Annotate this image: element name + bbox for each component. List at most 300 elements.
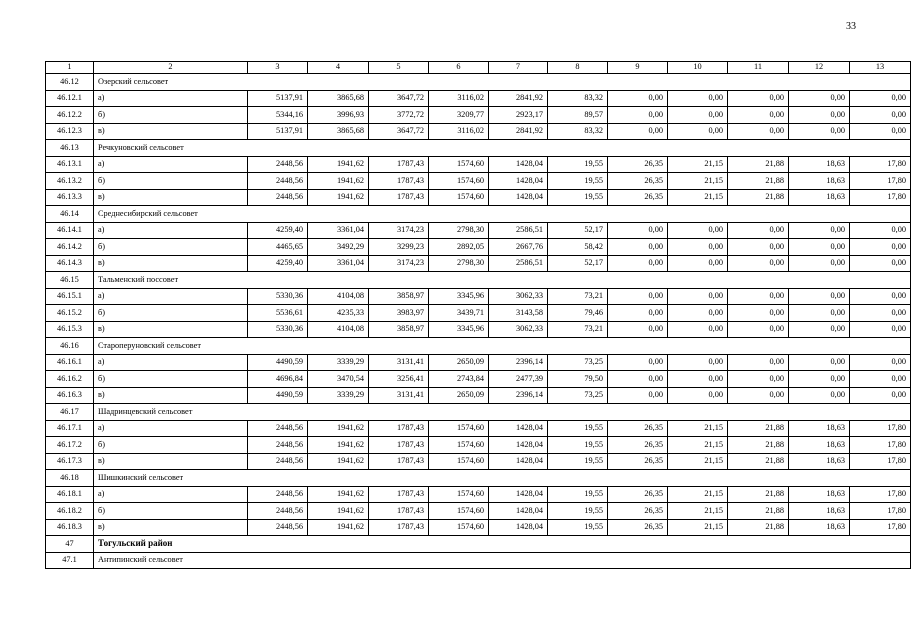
section-name: Староперуновский сельсовет [94,338,911,355]
value-cell: 21,88 [728,420,789,437]
section-name: Озерский сельсовет [94,74,911,91]
column-number: 12 [789,62,850,74]
value-cell: 3470,54 [308,371,369,388]
section-row [46,140,911,157]
row-code: 46.18.1 [46,486,94,503]
value-cell: 0,00 [608,107,668,124]
value-cell: 2448,56 [248,437,308,454]
value-cell: 1787,43 [369,420,429,437]
value-cell: 0,00 [850,321,911,338]
value-cell: 89,57 [548,107,608,124]
value-cell: 21,88 [728,156,789,173]
table-body [46,62,911,569]
value-cell: 0,00 [728,288,789,305]
value-cell: 2448,56 [248,189,308,206]
table-row [46,453,911,470]
value-cell: 0,00 [850,371,911,388]
value-cell: 2841,92 [489,123,548,140]
page-number: 33 [846,21,856,32]
value-cell: 0,00 [789,387,850,404]
table-row [46,387,911,404]
value-cell: 26,35 [608,173,668,190]
row-code: 46.16.3 [46,387,94,404]
table-row [46,156,911,173]
value-cell: 0,00 [668,123,728,140]
value-cell: 3209,77 [429,107,489,124]
value-cell: 0,00 [668,371,728,388]
row-code: 46.17.2 [46,437,94,454]
value-cell: 1574,60 [429,486,489,503]
value-cell: 0,00 [668,107,728,124]
value-cell: 0,00 [728,239,789,256]
value-cell: 5330,36 [248,321,308,338]
value-cell: 1787,43 [369,437,429,454]
value-cell: 0,00 [668,387,728,404]
table-row [46,437,911,454]
column-number: 13 [850,62,911,74]
value-cell: 2586,51 [489,255,548,272]
value-cell: 3131,41 [369,387,429,404]
value-cell: 1787,43 [369,173,429,190]
value-cell: 21,88 [728,173,789,190]
column-number: 5 [369,62,429,74]
value-cell: 1428,04 [489,503,548,520]
value-cell: 3983,97 [369,305,429,322]
row-code: 46.14 [46,206,94,223]
row-code: 46.13.1 [46,156,94,173]
value-cell: 0,00 [789,371,850,388]
column-number: 9 [608,62,668,74]
value-cell: 0,00 [608,305,668,322]
value-cell: 0,00 [668,255,728,272]
value-cell: 1941,62 [308,503,369,520]
value-cell: 83,32 [548,123,608,140]
row-code: 46.14.2 [46,239,94,256]
value-cell: 17,80 [850,437,911,454]
value-cell: 0,00 [608,321,668,338]
value-cell: 1428,04 [489,420,548,437]
value-cell: 0,00 [668,354,728,371]
value-cell: 19,55 [548,420,608,437]
column-number: 7 [489,62,548,74]
value-cell: 52,17 [548,255,608,272]
value-cell: 26,35 [608,420,668,437]
section-name: Антипинский сельсовет [94,552,911,569]
value-cell: 2448,56 [248,486,308,503]
row-code: 46.16.2 [46,371,94,388]
row-code: 46.14.3 [46,255,94,272]
value-cell: 3439,71 [429,305,489,322]
value-cell: 2798,30 [429,222,489,239]
row-code: 47 [46,536,94,553]
value-cell: 83,32 [548,90,608,107]
section-name: Речкуновский сельсовет [94,140,911,157]
value-cell: 21,15 [668,437,728,454]
table-row [46,354,911,371]
value-cell: 3174,23 [369,222,429,239]
value-cell: 0,00 [608,123,668,140]
value-cell: 2448,56 [248,156,308,173]
value-cell: 0,00 [668,305,728,322]
row-label: а) [94,354,248,371]
value-cell: 1428,04 [489,156,548,173]
value-cell: 4490,59 [248,354,308,371]
value-cell: 3345,96 [429,288,489,305]
row-label: б) [94,305,248,322]
value-cell: 1428,04 [489,486,548,503]
value-cell: 0,00 [789,222,850,239]
row-label: в) [94,519,248,536]
value-cell: 18,63 [789,189,850,206]
row-code: 46.15 [46,272,94,289]
value-cell: 17,80 [850,519,911,536]
value-cell: 0,00 [668,288,728,305]
value-cell: 2396,14 [489,387,548,404]
value-cell: 0,00 [850,107,911,124]
column-number: 2 [94,62,248,74]
row-label: а) [94,156,248,173]
value-cell: 1941,62 [308,420,369,437]
value-cell: 1574,60 [429,503,489,520]
value-cell: 5137,91 [248,90,308,107]
value-cell: 0,00 [728,371,789,388]
table-row [46,420,911,437]
value-cell: 5344,16 [248,107,308,124]
value-cell: 19,55 [548,156,608,173]
section-row [46,404,911,421]
value-cell: 2798,30 [429,255,489,272]
row-label: а) [94,486,248,503]
section-row [46,272,911,289]
value-cell: 73,21 [548,321,608,338]
value-cell: 0,00 [789,288,850,305]
value-cell: 26,35 [608,486,668,503]
value-cell: 26,35 [608,453,668,470]
value-cell: 0,00 [728,90,789,107]
value-cell: 1941,62 [308,453,369,470]
value-cell: 1574,60 [429,173,489,190]
value-cell: 0,00 [789,354,850,371]
value-cell: 0,00 [789,123,850,140]
value-cell: 1787,43 [369,519,429,536]
value-cell: 4235,33 [308,305,369,322]
value-cell: 17,80 [850,486,911,503]
value-cell: 2477,39 [489,371,548,388]
value-cell: 18,63 [789,503,850,520]
value-cell: 21,15 [668,503,728,520]
value-cell: 18,63 [789,173,850,190]
value-cell: 0,00 [789,305,850,322]
value-cell: 3299,23 [369,239,429,256]
value-cell: 21,88 [728,453,789,470]
row-code: 46.12.1 [46,90,94,107]
column-number: 1 [46,62,94,74]
value-cell: 5536,61 [248,305,308,322]
row-label: а) [94,420,248,437]
value-cell: 21,15 [668,189,728,206]
value-cell: 1787,43 [369,189,429,206]
column-number: 6 [429,62,489,74]
value-cell: 3361,04 [308,222,369,239]
value-cell: 1574,60 [429,420,489,437]
row-label: в) [94,453,248,470]
value-cell: 1941,62 [308,437,369,454]
section-row [46,338,911,355]
value-cell: 1787,43 [369,503,429,520]
value-cell: 5137,91 [248,123,308,140]
value-cell: 3492,29 [308,239,369,256]
value-cell: 18,63 [789,453,850,470]
section-row [46,470,911,487]
value-cell: 4104,08 [308,321,369,338]
value-cell: 1941,62 [308,156,369,173]
section-row [46,536,911,553]
value-cell: 2448,56 [248,420,308,437]
value-cell: 0,00 [728,222,789,239]
table-row [46,503,911,520]
value-cell: 3772,72 [369,107,429,124]
value-cell: 0,00 [728,321,789,338]
value-cell: 3339,29 [308,354,369,371]
value-cell: 1428,04 [489,189,548,206]
value-cell: 17,80 [850,420,911,437]
value-cell: 3256,41 [369,371,429,388]
value-cell: 0,00 [789,90,850,107]
row-label: в) [94,255,248,272]
value-cell: 0,00 [850,354,911,371]
value-cell: 2448,56 [248,519,308,536]
value-cell: 0,00 [608,354,668,371]
value-cell: 0,00 [608,288,668,305]
value-cell: 2448,56 [248,453,308,470]
value-cell: 0,00 [608,90,668,107]
row-label: б) [94,107,248,124]
section-row [46,552,911,569]
value-cell: 21,88 [728,189,789,206]
value-cell: 1574,60 [429,453,489,470]
section-row [46,206,911,223]
row-label: в) [94,387,248,404]
value-cell: 1941,62 [308,173,369,190]
value-cell: 17,80 [850,173,911,190]
value-cell: 58,42 [548,239,608,256]
value-cell: 19,55 [548,519,608,536]
value-cell: 73,21 [548,288,608,305]
value-cell: 1787,43 [369,156,429,173]
row-code: 46.18 [46,470,94,487]
row-label: а) [94,222,248,239]
tariff-table [45,61,911,569]
value-cell: 3345,96 [429,321,489,338]
value-cell: 26,35 [608,503,668,520]
value-cell: 3858,97 [369,288,429,305]
value-cell: 0,00 [850,255,911,272]
column-number-header [46,62,911,74]
value-cell: 2667,76 [489,239,548,256]
value-cell: 3865,68 [308,90,369,107]
value-cell: 0,00 [850,123,911,140]
row-code: 46.17.1 [46,420,94,437]
row-code: 46.17 [46,404,94,421]
value-cell: 1428,04 [489,173,548,190]
value-cell: 0,00 [728,107,789,124]
value-cell: 1574,60 [429,437,489,454]
row-label: б) [94,371,248,388]
row-label: а) [94,90,248,107]
value-cell: 0,00 [789,239,850,256]
value-cell: 2841,92 [489,90,548,107]
row-code: 46.15.1 [46,288,94,305]
table-row [46,90,911,107]
value-cell: 0,00 [789,321,850,338]
value-cell: 0,00 [668,222,728,239]
value-cell: 2586,51 [489,222,548,239]
column-number: 8 [548,62,608,74]
value-cell: 19,55 [548,503,608,520]
value-cell: 26,35 [608,189,668,206]
value-cell: 21,15 [668,486,728,503]
value-cell: 1574,60 [429,189,489,206]
value-cell: 21,15 [668,420,728,437]
value-cell: 0,00 [668,90,728,107]
value-cell: 4465,65 [248,239,308,256]
value-cell: 17,80 [850,156,911,173]
value-cell: 0,00 [608,239,668,256]
value-cell: 3062,33 [489,321,548,338]
value-cell: 3116,02 [429,123,489,140]
value-cell: 2892,05 [429,239,489,256]
value-cell: 26,35 [608,519,668,536]
section-row [46,74,911,91]
row-label: б) [94,173,248,190]
table-row [46,255,911,272]
value-cell: 0,00 [850,305,911,322]
table-row [46,486,911,503]
value-cell: 18,63 [789,519,850,536]
value-cell: 19,55 [548,173,608,190]
value-cell: 1941,62 [308,519,369,536]
value-cell: 17,80 [850,503,911,520]
table-row [46,239,911,256]
column-number: 4 [308,62,369,74]
value-cell: 3996,93 [308,107,369,124]
section-name: Тогульский район [94,536,911,553]
value-cell: 21,88 [728,503,789,520]
value-cell: 0,00 [608,222,668,239]
value-cell: 1787,43 [369,486,429,503]
value-cell: 21,88 [728,519,789,536]
value-cell: 0,00 [728,387,789,404]
row-code: 46.14.1 [46,222,94,239]
value-cell: 21,15 [668,156,728,173]
value-cell: 18,63 [789,437,850,454]
table-row [46,123,911,140]
value-cell: 1574,60 [429,519,489,536]
value-cell: 5330,36 [248,288,308,305]
table-row [46,173,911,190]
row-code: 46.16.1 [46,354,94,371]
value-cell: 3647,72 [369,90,429,107]
row-label: в) [94,189,248,206]
value-cell: 2923,17 [489,107,548,124]
value-cell: 18,63 [789,486,850,503]
row-label: б) [94,239,248,256]
row-label: в) [94,321,248,338]
value-cell: 1428,04 [489,453,548,470]
value-cell: 2743,84 [429,371,489,388]
value-cell: 21,88 [728,486,789,503]
value-cell: 19,55 [548,486,608,503]
table-row [46,222,911,239]
value-cell: 0,00 [728,354,789,371]
value-cell: 0,00 [608,371,668,388]
value-cell: 0,00 [850,90,911,107]
value-cell: 3647,72 [369,123,429,140]
value-cell: 21,15 [668,173,728,190]
value-cell: 52,17 [548,222,608,239]
value-cell: 3858,97 [369,321,429,338]
row-code: 46.12.3 [46,123,94,140]
table-row [46,321,911,338]
value-cell: 0,00 [608,255,668,272]
value-cell: 3339,29 [308,387,369,404]
value-cell: 2448,56 [248,173,308,190]
value-cell: 3116,02 [429,90,489,107]
value-cell: 17,80 [850,453,911,470]
value-cell: 1428,04 [489,519,548,536]
row-code: 46.17.3 [46,453,94,470]
value-cell: 0,00 [789,255,850,272]
section-name: Шишкинский сельсовет [94,470,911,487]
value-cell: 18,63 [789,156,850,173]
value-cell: 0,00 [850,288,911,305]
value-cell: 3143,58 [489,305,548,322]
value-cell: 21,88 [728,437,789,454]
value-cell: 2396,14 [489,354,548,371]
column-number: 10 [668,62,728,74]
value-cell: 21,15 [668,519,728,536]
value-cell: 2448,56 [248,503,308,520]
value-cell: 19,55 [548,437,608,454]
section-name: Шадринцевский сельсовет [94,404,911,421]
value-cell: 1787,43 [369,453,429,470]
value-cell: 3174,23 [369,255,429,272]
value-cell: 3361,04 [308,255,369,272]
section-name: Среднесибирский сельсовет [94,206,911,223]
row-code: 46.15.3 [46,321,94,338]
value-cell: 0,00 [850,222,911,239]
table-row [46,519,911,536]
value-cell: 2650,09 [429,387,489,404]
row-code: 46.12.2 [46,107,94,124]
value-cell: 4259,40 [248,222,308,239]
value-cell: 2650,09 [429,354,489,371]
value-cell: 73,25 [548,354,608,371]
value-cell: 0,00 [850,387,911,404]
value-cell: 0,00 [728,123,789,140]
value-cell: 3865,68 [308,123,369,140]
table-row [46,288,911,305]
section-name: Тальменский поссовет [94,272,911,289]
value-cell: 17,80 [850,189,911,206]
row-code: 47.1 [46,552,94,569]
value-cell: 26,35 [608,437,668,454]
value-cell: 73,25 [548,387,608,404]
row-label: б) [94,437,248,454]
value-cell: 0,00 [789,107,850,124]
value-cell: 1428,04 [489,437,548,454]
value-cell: 18,63 [789,420,850,437]
